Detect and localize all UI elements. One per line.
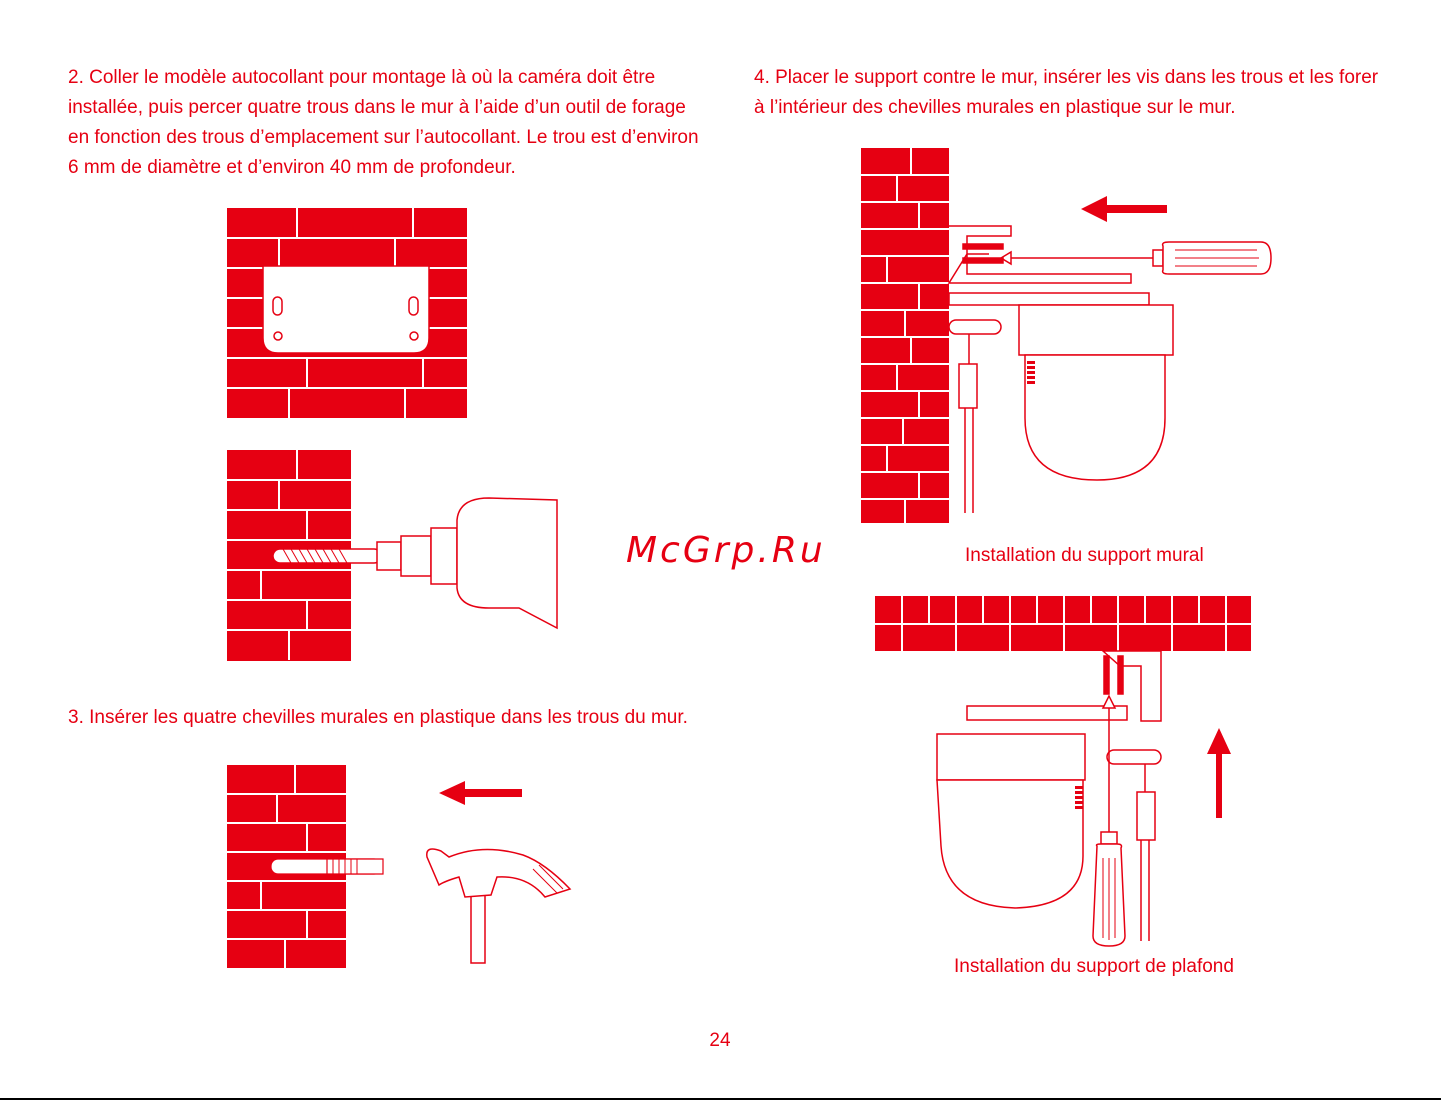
screwdriver-icon <box>1093 696 1125 946</box>
page-number: 24 <box>709 1030 731 1051</box>
drilling-figure <box>227 450 562 662</box>
ceiling-mount-caption: Installation du support de plafond <box>954 956 1234 977</box>
watermark: McGrp.Ru <box>626 530 826 571</box>
camera-icon <box>949 226 1173 513</box>
sticker-on-wall-figure <box>227 208 467 418</box>
step-3-text: 3. Insérer les quatre chevilles murales en plastique dans les trous du mur. <box>68 707 688 728</box>
arrow-left-icon <box>1081 196 1167 222</box>
page-bottom-border <box>0 1098 1441 1100</box>
arrow-left-icon <box>439 781 522 805</box>
arrow-up-icon <box>1207 728 1231 818</box>
mounting-sticker-icon <box>263 266 429 353</box>
step-2-text: 2. Coller le modèle autocollant pour montage là où la caméra doit être installée, puis percer quatre trous dans le mur à l’aide d’un outil de forage en fonction des trous d’emplacement sur l’autocollant. Le trou est d’environ 6 mm de diamètre et d’environ 40 mm de profondeur. <box>68 67 699 178</box>
wall-mount-figure <box>861 148 1281 528</box>
wall-plug-icon <box>271 859 383 874</box>
step-4-text: 4. Placer le support contre le mur, insérer les vis dans les trous et les forer à l’intérieur des chevilles murales en plastique sur le mur. <box>754 67 1379 118</box>
ceiling-mount-figure <box>875 596 1255 954</box>
hammer-icon <box>427 849 570 963</box>
wall-mount-caption: Installation du support mural <box>965 545 1204 566</box>
brick-wall-icon <box>875 596 1251 651</box>
camera-icon <box>937 651 1161 941</box>
hammer-plug-figure <box>227 765 572 969</box>
brick-wall-icon <box>861 148 949 523</box>
screwdriver-icon <box>1001 242 1271 274</box>
